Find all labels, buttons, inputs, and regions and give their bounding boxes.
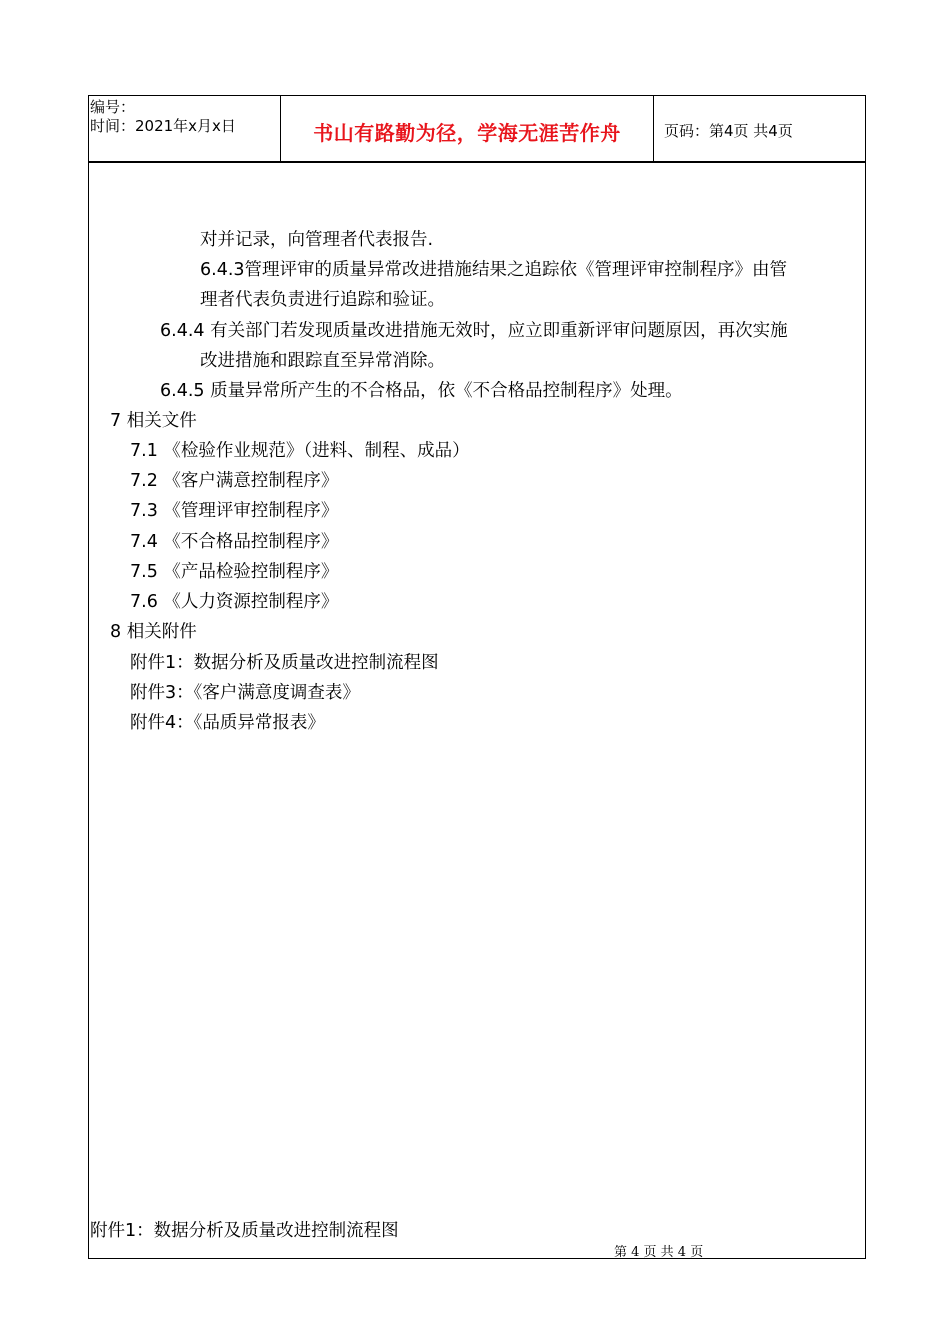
header-motto-cell <box>281 95 654 161</box>
motto-text: 书山有路勤为径，学海无涯苦作舟 <box>313 121 621 145</box>
body-line: 理者代表负责进行追踪和验证。 <box>200 290 445 310</box>
body-line: 6.4.5 质量异常所产生的不合格品，依《不合格品控制程序》处理。 <box>160 381 683 401</box>
document-header <box>88 95 866 163</box>
header-page-cell <box>654 95 864 161</box>
document-time-label: 时间：2021年x月x日 <box>90 117 236 135</box>
section-heading: 8 相关附件 <box>110 622 197 642</box>
list-item: 7.4 《不合格品控制程序》 <box>130 532 339 552</box>
body-line: 6.4.3管理评审的质量异常改进措施结果之追踪依《管理评审控制程序》由管 <box>200 260 788 280</box>
list-item: 附件3：《客户满意度调查表》 <box>130 683 360 703</box>
document-number-label: 编号： <box>90 98 136 116</box>
page-info-text: 页码：第4页 共4页 <box>664 122 793 140</box>
list-item: 7.6 《人力资源控制程序》 <box>130 592 339 612</box>
body-line: 对并记录，向管理者代表报告. <box>200 230 434 250</box>
attachment-caption: 附件1：数据分析及质量改进控制流程图 <box>90 1221 399 1241</box>
list-item: 附件4：《品质异常报表》 <box>130 713 325 733</box>
list-item: 7.5 《产品检验控制程序》 <box>130 562 339 582</box>
list-item: 7.2 《客户满意控制程序》 <box>130 471 339 491</box>
list-item: 7.1 《检验作业规范》（进料、制程、成品） <box>130 441 470 461</box>
page-footer: 第 4 页 共 4 页 <box>614 1245 704 1260</box>
section-heading: 7 相关文件 <box>110 411 197 431</box>
body-line: 6.4.4 有关部门若发现质量改进措施无效时，应立即重新评审问题原因，再次实施 <box>160 321 788 341</box>
list-item: 7.3 《管理评审控制程序》 <box>130 501 339 521</box>
header-meta-cell <box>88 95 281 161</box>
list-item: 附件1：数据分析及质量改进控制流程图 <box>130 653 439 673</box>
body-line: 改进措施和跟踪直至异常消除。 <box>200 351 445 371</box>
